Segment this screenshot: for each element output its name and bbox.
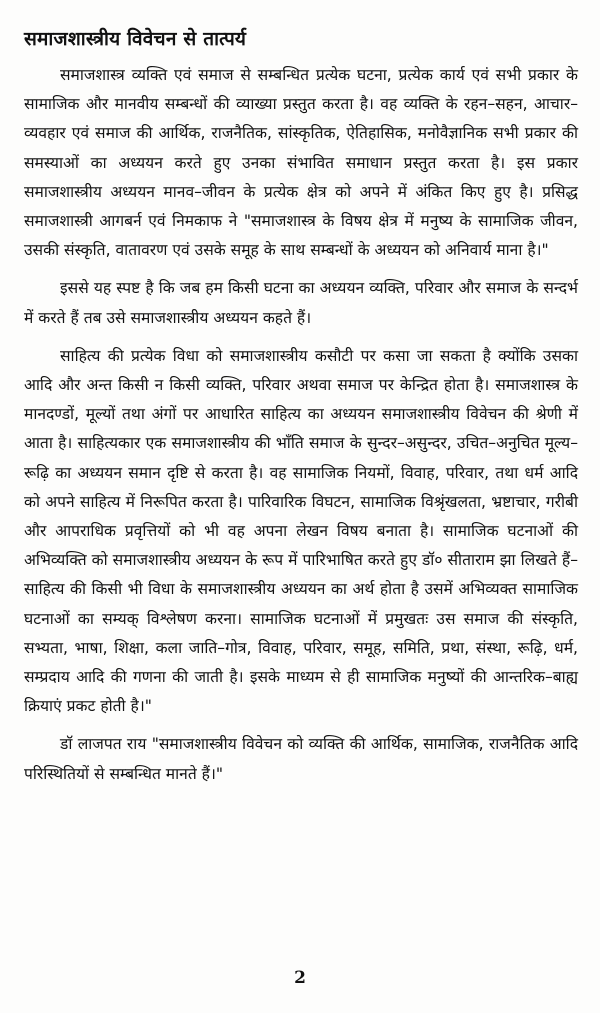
page-number: 2 xyxy=(294,968,306,988)
paragraph-literature-analysis: साहित्य की प्रत्येक विधा को समाजशास्त्रीय कसौटी पर कसा जा सकता है क्योंकि उसका आदि और अन्त किसी न किसी व्यक्ति, परिवार अथवा समाज पर केन्द्रित होता है। समाजशास्त्र के मानदण्डों, मूल्यों तथा अंगों पर आधारित साहित्य का अध्ययन समाजशास्त्रीय विवेचन की श्रेणी में आता है। साहित्यकार एक समाजशास्त्रीय की भाँति समाज के सुन्दर–असुन्दर, उचित–अनुचित मूल्य–रूढ़ि का अध्ययन समान दृष्टि से करता है। वह सामाजिक नियमों, विवाह, परिवार, तथा धर्म आदि को अपने साहित्य में निरूपित करता है। पारिवारिक विघटन, सामाजिक विश्रृंखलता, भ्रष्टाचार, गरीबी और आपराधिक प्रवृत्तियों को भी वह अपना लेखन विषय बनाता है। सामाजिक घटनाओं की अभिव्यक्ति को समाजशास्त्रीय अध्ययन के रूप में पारिभाषित करते हुए डॉ० सीताराम झा लिखते हैं–साहित्य की किसी भी विधा के समाजशास्त्रीय अध्ययन का अर्थ होता है उसमें अभिव्यक्त सामाजिक घटनाओं का सम्यक् विश्लेषण करना। सामाजिक घटनाओं में प्रमुखतः उस समाज की संस्कृति, सभ्यता, भाषा, शिक्षा, कला जाति–गोत्र, विवाह, परिवार, समूह, समिति, प्रथा, संस्था, रूढ़ि, धर्म, सम्प्रदाय आदि की गणना की जाती है। इसके माध्यम से ही सामाजिक मनुष्यों की आन्तरिक–बाह्य क्रियाएं प्रकट होती है।" xyxy=(24,346,578,716)
paragraph-lajpat-rai-quote: डॉ लाजपत राय "समाजशास्त्रीय विवेचन को व्यक्ति की आर्थिक, सामाजिक, राजनैतिक आदि परिस्थितियों से सम्बन्धित मानते हैं।" xyxy=(24,735,578,783)
section-heading: समाजशास्त्रीय विवेचन से तात्पर्य xyxy=(24,28,247,50)
paragraph-sociology-definition: समाजशास्त्र व्यक्ति एवं समाज से सम्बन्धित प्रत्येक घटना, प्रत्येक कार्य एवं सभी प्रकार के सामाजिक और मानवीय सम्बन्धों की व्याख्या प्रस्तुत करता है। वह व्यक्ति के रहन–सहन, आचार–व्यवहार एवं समाज की आर्थिक, राजनैतिक, सांस्कृतिक, ऐतिहासिक, मनोवैज्ञानिक सभी प्रकार की समस्याओं का अध्ययन करते हुए उनका संभावित समाधान प्रस्तुत करता है। इस प्रकार समाजशास्त्रीय अध्ययन मानव–जीवन के प्रत्येक क्षेत्र को अपने में अंकित किए हुए है। प्रसिद्ध समाजशास्त्री आगबर्न एवं निमकाफ ने "समाजशास्त्र के विषय क्षेत्र में मनुष्य के सामाजिक जीवन, उसकी संस्कृति, वातावरण एवं उसके समूह के साथ सम्बन्धों के अध्ययन को अनिवार्य माना है।" xyxy=(24,66,578,260)
paragraph-sociological-study: इससे यह स्पष्ट है कि जब हम किसी घटना का अध्ययन व्यक्ति, परिवार और समाज के सन्दर्भ में करते हैं तब उसे समाजशास्त्रीय अध्ययन कहते हैं। xyxy=(24,279,578,327)
